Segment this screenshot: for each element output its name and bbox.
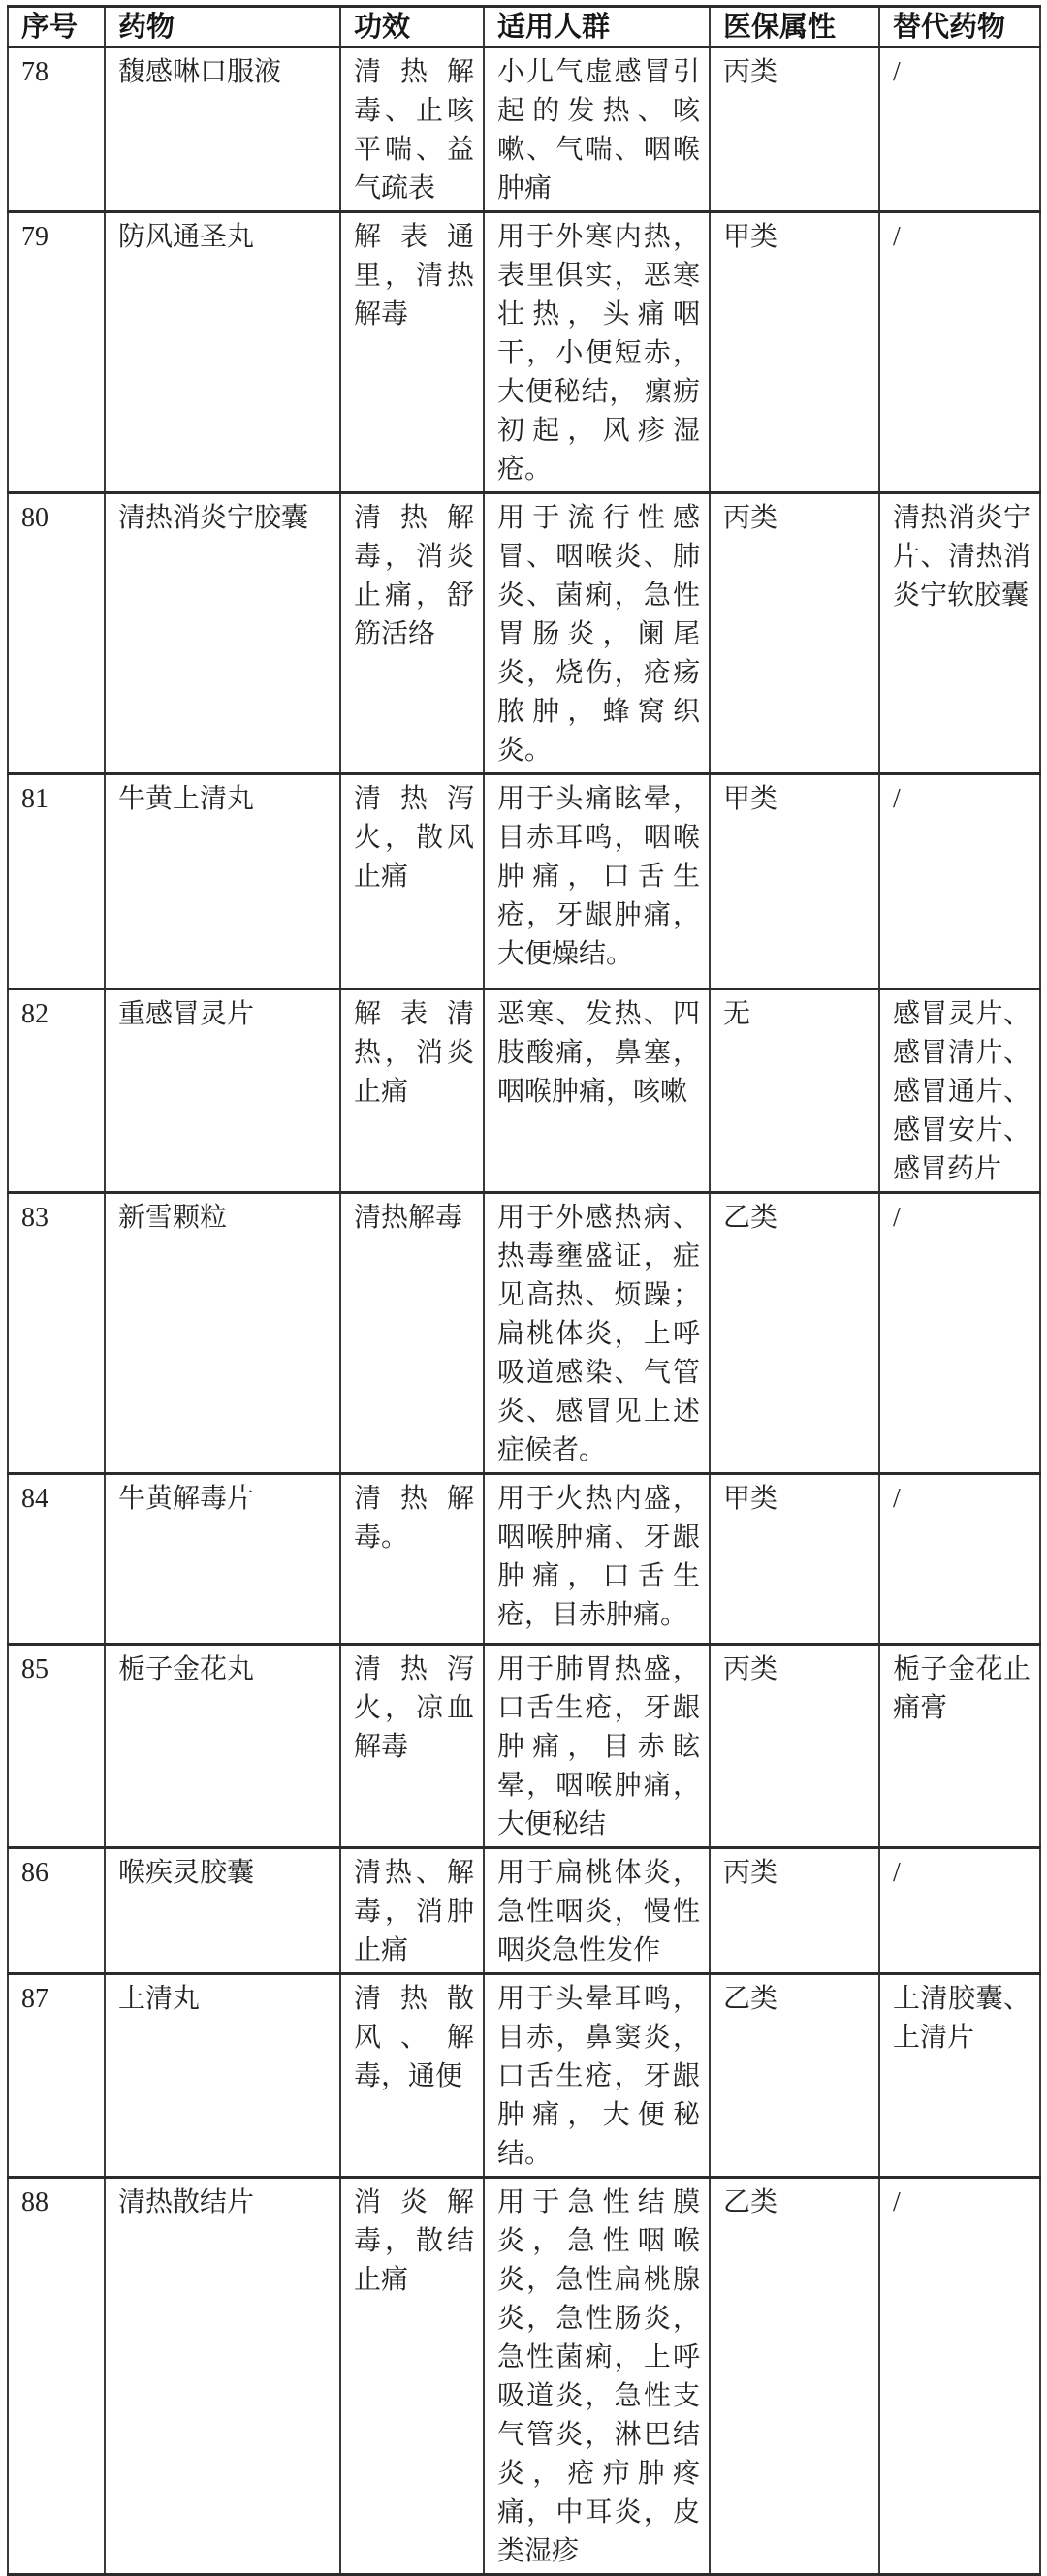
table-row (8, 990, 1040, 1193)
drug-cell: 上清丸 (105, 1974, 340, 2178)
seq-cell: 79 (8, 212, 105, 493)
header-seq: 序号 (8, 7, 105, 47)
insurance-cell: 乙类 (710, 1193, 879, 1474)
effect-cell: 解表通里，清热解毒 (340, 212, 484, 493)
insurance-cell: 丙类 (710, 47, 879, 212)
alternative-cell: 上清胶囊、上清片 (879, 1974, 1040, 2178)
seq-cell: 86 (8, 1848, 105, 1974)
table-row (8, 1193, 1040, 1474)
applicable-cell: 用于扁桃体炎，急性咽炎，慢性咽炎急性发作 (484, 1848, 710, 1974)
insurance-cell: 甲类 (710, 1474, 879, 1645)
alternative-cell: 感冒灵片、感冒清片、感冒通片、感冒安片、感冒药片 (879, 990, 1040, 1193)
table-row (8, 2178, 1040, 2575)
effect-cell: 解表清热，消炎止痛 (340, 990, 484, 1193)
header-insurance: 医保属性 (710, 7, 879, 47)
insurance-cell: 乙类 (710, 1974, 879, 2178)
header-drug: 药物 (105, 7, 340, 47)
applicable-cell: 用于外寒内热，表里俱实，恶寒壮热，头痛咽干，小便短赤，大便秘结， 瘰疬初起，风疹湿疮。 (484, 212, 710, 493)
applicable-cell: 用于肺胃热盛，口舌生疮，牙龈肿痛，目赤眩晕，咽喉肿痛，大便秘结 (484, 1645, 710, 1848)
applicable-cell: 用于急性结膜炎，急性咽喉炎，急性扁桃腺炎，急性肠炎，急性菌痢，上呼吸道炎，急性支气管炎，淋巴结炎，疮疖肿疼痛，中耳炎，皮类湿疹 (484, 2178, 710, 2575)
table-row (8, 1848, 1040, 1974)
drug-cell: 清热散结片 (105, 2178, 340, 2575)
header-effect: 功效 (340, 7, 484, 47)
effect-cell: 清热解毒、止咳平喘、益气疏表 (340, 47, 484, 212)
table-row (8, 1645, 1040, 1848)
effect-cell: 清热散风、解毒，通便 (340, 1974, 484, 2178)
alternative-cell: / (879, 774, 1040, 990)
medicine-table (7, 5, 1041, 2576)
alternative-cell: / (879, 1193, 1040, 1474)
drug-cell: 防风通圣丸 (105, 212, 340, 493)
drug-cell: 牛黄解毒片 (105, 1474, 340, 1645)
drug-cell: 新雪颗粒 (105, 1193, 340, 1474)
effect-cell: 清热解毒，消炎止痛，舒筋活络 (340, 493, 484, 774)
seq-cell: 83 (8, 1193, 105, 1474)
effect-cell: 清热解毒。 (340, 1474, 484, 1645)
header-alternative: 替代药物 (879, 7, 1040, 47)
alternative-cell: / (879, 2178, 1040, 2575)
alternative-cell: / (879, 212, 1040, 493)
effect-cell: 消炎解毒，散结止痛 (340, 2178, 484, 2575)
alternative-cell: 栀子金花止痛膏 (879, 1645, 1040, 1848)
alternative-cell: / (879, 1474, 1040, 1645)
insurance-cell: 甲类 (710, 212, 879, 493)
seq-cell: 88 (8, 2178, 105, 2575)
table-row (8, 493, 1040, 774)
drug-cell: 馥感啉口服液 (105, 47, 340, 212)
insurance-cell: 无 (710, 990, 879, 1193)
effect-cell: 清热、解毒，消肿止痛 (340, 1848, 484, 1974)
table-row (8, 212, 1040, 493)
table-body (8, 47, 1040, 2575)
drug-cell: 重感冒灵片 (105, 990, 340, 1193)
insurance-cell: 丙类 (710, 1645, 879, 1848)
seq-cell: 82 (8, 990, 105, 1193)
header-row (8, 7, 1040, 47)
effect-cell: 清热解毒 (340, 1193, 484, 1474)
insurance-cell: 乙类 (710, 2178, 879, 2575)
seq-cell: 87 (8, 1974, 105, 2178)
seq-cell: 81 (8, 774, 105, 990)
applicable-cell: 用于火热内盛，咽喉肿痛、牙龈肿痛，口舌生疮，目赤肿痛。 (484, 1474, 710, 1645)
applicable-cell: 小儿气虚感冒引起的发热、咳嗽、气喘、咽喉肿痛 (484, 47, 710, 212)
header-applicable: 适用人群 (484, 7, 710, 47)
insurance-cell: 丙类 (710, 493, 879, 774)
insurance-cell: 甲类 (710, 774, 879, 990)
applicable-cell: 用于头痛眩晕，目赤耳鸣，咽喉肿痛，口舌生疮，牙龈肿痛，大便燥结。 (484, 774, 710, 990)
applicable-cell: 恶寒、发热、四肢酸痛，鼻塞，咽喉肿痛，咳嗽 (484, 990, 710, 1193)
seq-cell: 85 (8, 1645, 105, 1848)
table-row (8, 1474, 1040, 1645)
table-row (8, 47, 1040, 212)
alternative-cell: / (879, 1848, 1040, 1974)
applicable-cell: 用于外感热病、热毒壅盛证，症见高热、烦躁；扁桃体炎，上呼吸道感染、气管炎、感冒见上述症候者。 (484, 1193, 710, 1474)
effect-cell: 清热泻火，凉血解毒 (340, 1645, 484, 1848)
drug-cell: 栀子金花丸 (105, 1645, 340, 1848)
drug-cell: 清热消炎宁胶囊 (105, 493, 340, 774)
effect-cell: 清热泻火，散风止痛 (340, 774, 484, 990)
alternative-cell: 清热消炎宁片、清热消炎宁软胶囊 (879, 493, 1040, 774)
insurance-cell: 丙类 (710, 1848, 879, 1974)
table-header (8, 7, 1040, 47)
drug-cell: 牛黄上清丸 (105, 774, 340, 990)
table-row (8, 774, 1040, 990)
drug-cell: 喉疾灵胶囊 (105, 1848, 340, 1974)
alternative-cell: / (879, 47, 1040, 212)
seq-cell: 84 (8, 1474, 105, 1645)
seq-cell: 78 (8, 47, 105, 212)
applicable-cell: 用于头晕耳鸣，目赤，鼻窦炎，口舌生疮，牙龈肿痛，大便秘结。 (484, 1974, 710, 2178)
table-row (8, 1974, 1040, 2178)
applicable-cell: 用于流行性感冒、咽喉炎、肺炎、菌痢，急性胃肠炎，阑尾炎，烧伤，疮疡脓肿，蜂窝织炎。 (484, 493, 710, 774)
seq-cell: 80 (8, 493, 105, 774)
